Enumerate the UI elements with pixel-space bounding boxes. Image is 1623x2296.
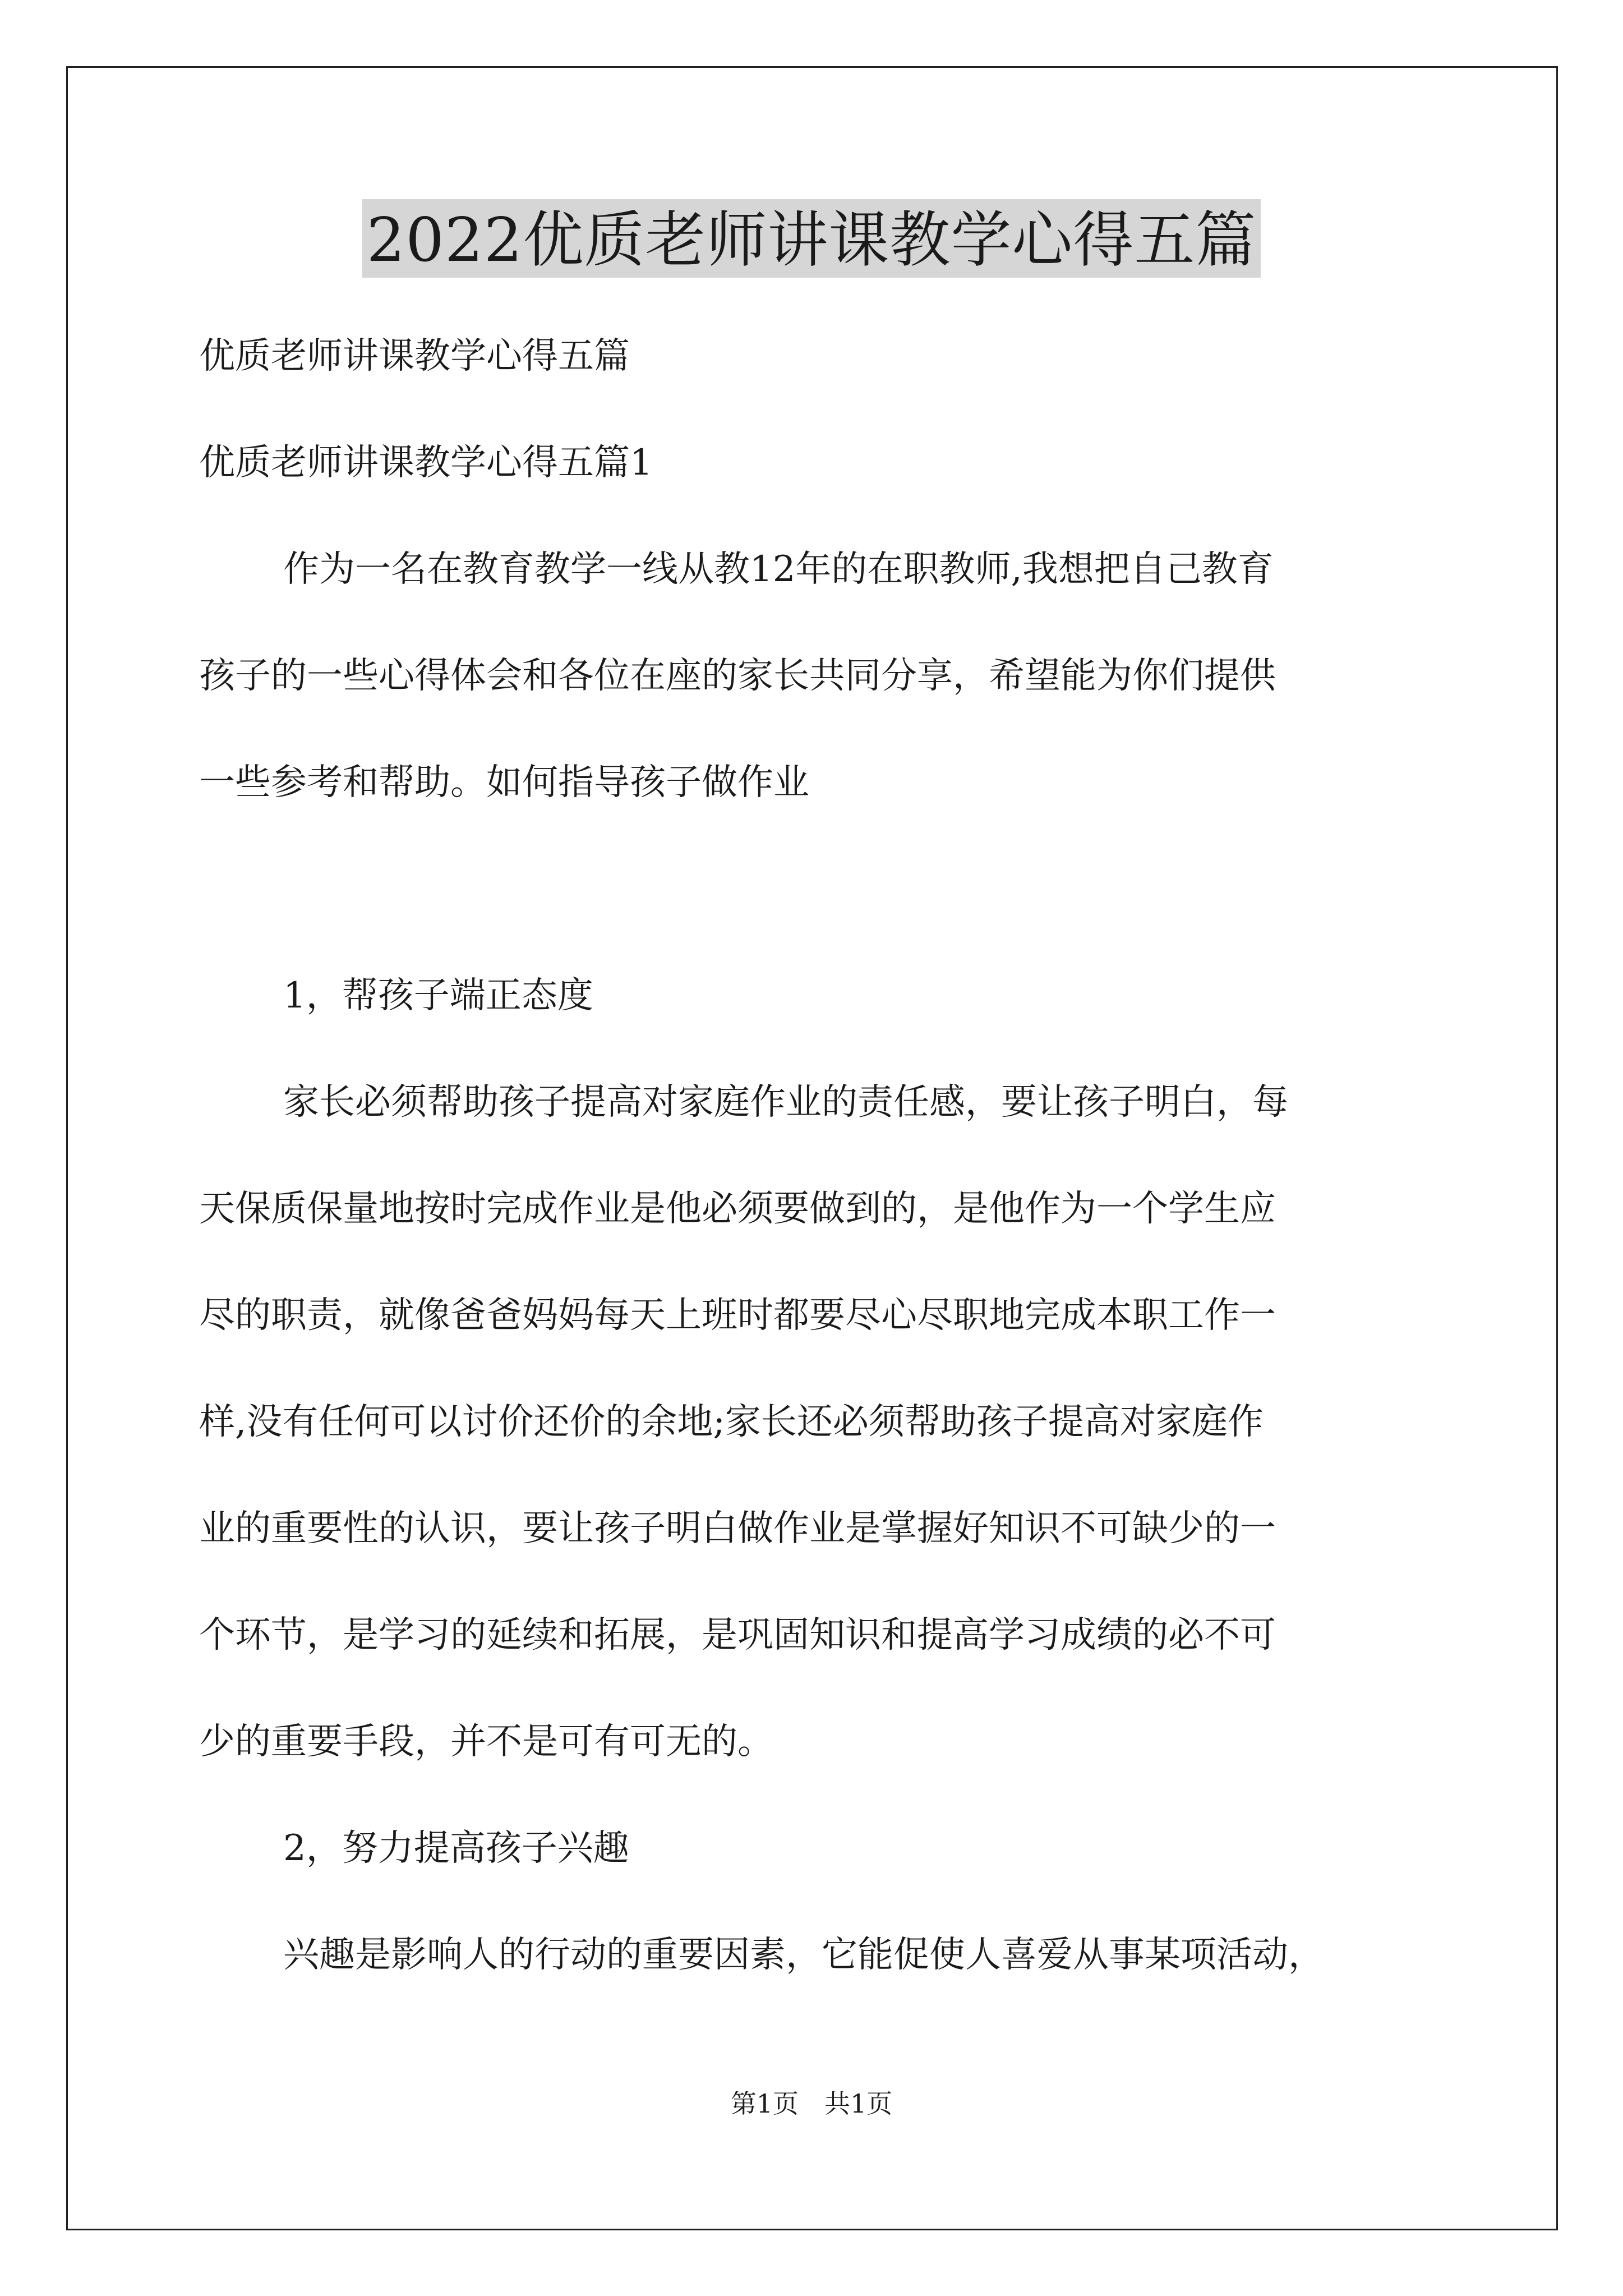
paragraph-line: 个环节，是学习的延续和拓展，是巩固知识和提高学习成绩的必不可: [199, 1614, 1276, 1656]
point-heading: 2，努力提高孩子兴趣: [283, 1828, 629, 1869]
paragraph-line: 孩子的一些心得体会和各位在座的家长共同分享，希望能为你们提供: [199, 655, 1276, 697]
page-footer: 第1页 共1页: [730, 2088, 893, 2119]
paragraph-line: 尽的职责，就像爸爸妈妈每天上班时都要尽心尽职地完成本职工作一: [199, 1295, 1276, 1336]
paragraph-line: 天保质保量地按时完成作业是他必须要做到的，是他作为一个学生应: [199, 1188, 1276, 1230]
subtitle-line: 优质老师讲课教学心得五篇: [199, 335, 630, 377]
document-body: [199, 303, 1444, 2008]
paragraph-line: 样,没有任何可以讨价还价的余地;家长还必须帮助孩子提高对家庭作: [199, 1401, 1264, 1443]
section-heading: 优质老师讲课教学心得五篇1: [199, 442, 653, 484]
document-title: 2022优质老师讲课教学心得五篇: [362, 199, 1261, 278]
title-container: [0, 199, 1623, 278]
blank-line: [199, 836, 1444, 942]
paragraph-line: 兴趣是影响人的行动的重要因素，它能促使人喜爱从事某项活动，: [283, 1934, 1324, 1976]
paragraph-line: 业的重要性的认识，要让孩子明白做作业是掌握好知识不可缺少的一: [199, 1508, 1276, 1549]
paragraph-line: 一些参考和帮助。如何指导孩子做作业: [199, 762, 809, 803]
paragraph-line: 作为一名在教育教学一线从教12年的在职教师,我想把自己教育: [283, 549, 1274, 590]
point-heading: 1，帮孩子端正态度: [283, 975, 593, 1016]
paragraph-line: 少的重要手段，并不是可有可无的。: [199, 1721, 773, 1763]
paragraph-line: 家长必须帮助孩子提高对家庭作业的责任感，要让孩子明白，每: [283, 1082, 1288, 1123]
